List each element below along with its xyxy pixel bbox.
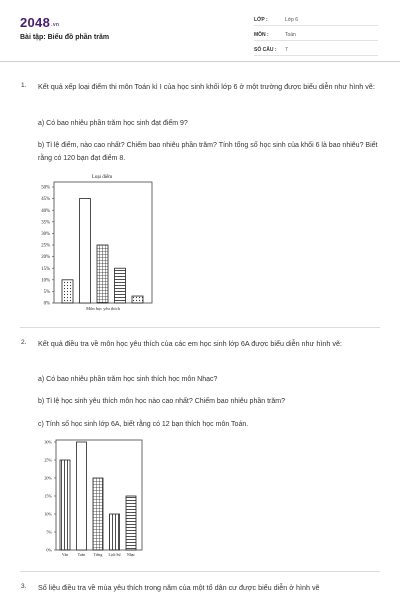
question-2-text: Kết quả điều tra về môn học yêu thích của các em học sinh lớp 6A được biểu diễn như hình vẽ: bbox=[38, 339, 342, 348]
question-1-part-a: a) Có bao nhiêu phần trăm học sinh đạt điểm 9? bbox=[38, 120, 188, 127]
question-1-text: Kết quả xếp loại điểm thi môn Toán kì I của học sinh khối lớp 6 ở một trường được biểu diễn như hình vẽ: bbox=[38, 82, 375, 91]
bar-5 bbox=[132, 296, 143, 303]
subject-label: MÔN : bbox=[254, 32, 269, 38]
site-logo[interactable] bbox=[20, 15, 59, 30]
y-tick-label: 5% bbox=[46, 529, 52, 535]
x-category-label: Toán bbox=[77, 553, 86, 557]
question-3-text: Số liệu điều tra về mùa yêu thích trong năm của một tổ dân cư được biểu diễn ở hình vẽ bbox=[38, 583, 320, 592]
y-tick-label: 5% bbox=[43, 290, 50, 295]
question-count-label: SỐ CÂU : bbox=[254, 47, 277, 53]
x-category-label: Văn bbox=[61, 553, 69, 557]
bar-5 bbox=[126, 496, 136, 550]
y-tick-label: 50% bbox=[41, 185, 50, 191]
question-count-value: 7 bbox=[285, 47, 288, 53]
y-tick-label: 25% bbox=[41, 243, 50, 249]
chart-1 bbox=[36, 170, 156, 318]
question-2-number: 2. bbox=[21, 339, 27, 346]
chart-2 bbox=[36, 436, 146, 562]
bar-2 bbox=[77, 442, 87, 550]
question-count-field bbox=[254, 44, 378, 56]
worksheet-header bbox=[0, 0, 400, 62]
chart-title: Loại điểm bbox=[91, 175, 113, 180]
subject-value: Toán bbox=[285, 32, 296, 38]
y-tick-label: 10% bbox=[44, 511, 52, 517]
bar-3 bbox=[97, 245, 108, 303]
separator-1 bbox=[20, 327, 380, 328]
question-1-part-b: b) Tỉ lệ điểm, nào cao nhất? Chiếm bao nhiêu phần trăm? Tính tổng số học sinh của khối 6 là bao nhiêu? Biết rằng có 120 bạn đạt điểm 8. bbox=[38, 142, 378, 162]
x-category-label: Lịch Sử bbox=[108, 553, 121, 557]
bar-1 bbox=[62, 280, 73, 303]
subject-field bbox=[254, 29, 378, 41]
x-category-label: Tiếng bbox=[93, 553, 103, 557]
y-tick-label: 20% bbox=[44, 475, 52, 481]
grade-field bbox=[254, 14, 378, 26]
grade-label: LỚP : bbox=[254, 17, 268, 23]
bar-4 bbox=[110, 514, 120, 550]
y-tick-label: 30% bbox=[44, 439, 52, 445]
y-tick-label: 25% bbox=[44, 457, 52, 463]
question-3-number: 3. bbox=[21, 583, 27, 590]
worksheet-title: Bài tập: Biểu đồ phần trăm bbox=[20, 34, 110, 41]
separator-2 bbox=[20, 571, 380, 572]
logo-suffix: .vn bbox=[51, 22, 60, 28]
question-2-part-b: b) Tỉ lệ học sinh yêu thích môn học nào cao nhất? Chiếm bao nhiêu phần trăm? bbox=[38, 398, 285, 405]
question-2-part-a: a) Có bao nhiêu phần trăm học sinh thích học môn Nhạc? bbox=[38, 376, 218, 383]
x-category-label: Nhạc bbox=[126, 553, 136, 557]
y-tick-label: 10% bbox=[41, 278, 50, 284]
y-tick-label: 30% bbox=[41, 232, 50, 237]
y-tick-label: 15% bbox=[44, 493, 52, 499]
y-tick-label: 0% bbox=[46, 547, 52, 553]
y-tick-label: 0% bbox=[43, 301, 50, 307]
logo-text: 2048 bbox=[20, 15, 51, 30]
bar-1 bbox=[60, 460, 70, 550]
question-1-number: 1. bbox=[21, 82, 27, 89]
y-tick-label: 45% bbox=[41, 197, 50, 203]
y-tick-label: 40% bbox=[41, 208, 50, 214]
bar-2 bbox=[80, 199, 91, 303]
question-2-part-c: c) Tính số học sinh lớp 6A, biết rằng có 12 bạn thích học môn Toán. bbox=[38, 421, 249, 428]
grade-value: Lớp 6 bbox=[285, 17, 299, 23]
y-tick-label: 15% bbox=[41, 266, 50, 272]
bar-4 bbox=[115, 268, 126, 303]
bar-3 bbox=[93, 478, 103, 550]
y-tick-label: 35% bbox=[41, 220, 50, 226]
x-axis-label: Môn học yêu thích bbox=[86, 306, 120, 311]
y-tick-label: 20% bbox=[41, 255, 50, 261]
